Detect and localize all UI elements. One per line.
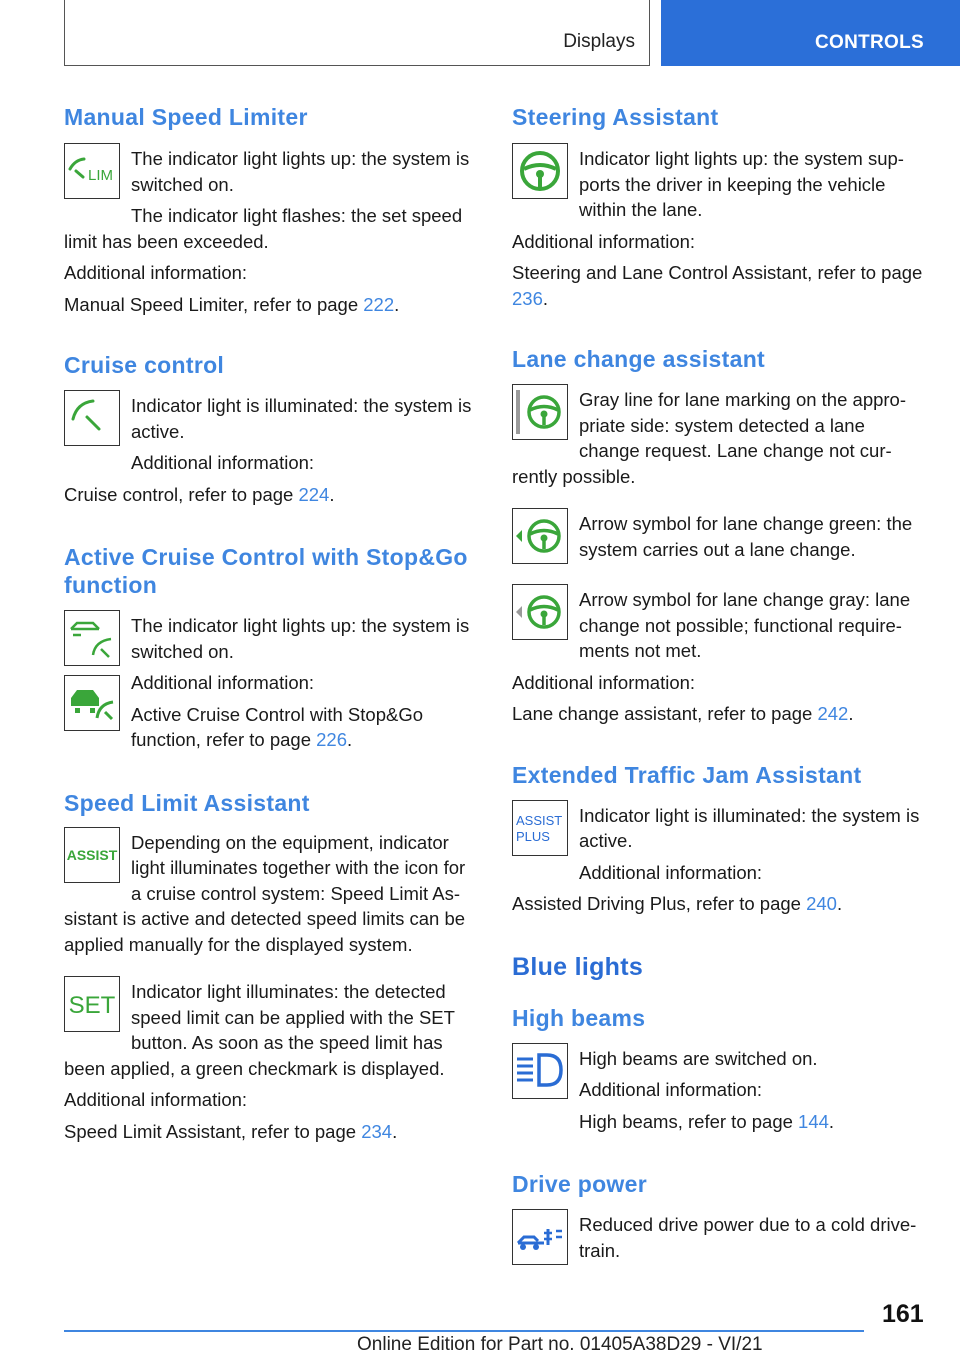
dp-text-1: Reduced drive power due to a cold drive-train. — [579, 1214, 917, 1261]
hb-text-1: High beams are switched on. — [579, 1047, 818, 1069]
assist-plus-line-2: PLUS — [516, 828, 550, 844]
entry-active-cruise-control — [64, 613, 480, 753]
right-column — [512, 100, 928, 1263]
sla-reference: Speed Limit Assistant, refer to page 234. — [64, 1120, 398, 1142]
lane-change-green-arrow-icon — [512, 508, 568, 564]
entry-cruise-control — [64, 393, 480, 476]
sla-text-1b: sistant is active and detected speed limits can be applied manually for the displayed system. — [64, 908, 466, 955]
tja-page-link[interactable]: 240 — [806, 893, 837, 914]
lca-text-2: Arrow symbol for lane change green: the system carries out a lane change. — [579, 513, 913, 560]
lane-change-gray-line-icon — [512, 384, 568, 440]
set-icon-text: SET — [68, 992, 116, 1019]
lca-reference: Lane change assistant, refer to page 242. — [512, 703, 854, 724]
entry-sla-set — [64, 979, 480, 1081]
msl-text-1: The indicator light lights up: the system is switched on. — [131, 148, 470, 195]
header-section-label: Displays — [563, 31, 635, 52]
tja-reference: Assisted Driving Plus, refer to page 240. — [512, 893, 843, 914]
cruise-control-icon — [64, 390, 120, 446]
heading-blue-lights: Blue lights — [512, 952, 644, 981]
heading-active-cruise-control — [64, 543, 480, 599]
lca-text-1a: Gray line for lane marking on the appro-priate side: system detected a lane change request. Lane change not cur- — [579, 389, 907, 461]
tja-text-1: Indicator light is illuminated: the system is active. — [579, 804, 920, 851]
drive-power-reduced-icon — [512, 1209, 568, 1265]
lca-text-1b: rently possible. — [512, 465, 636, 487]
steer-page-link[interactable]: 236 — [512, 287, 543, 309]
entry-lca-gray-arrow — [512, 587, 928, 664]
steer-text-1: Indicator light lights up: the system sup-ports the driver in keeping the vehicle within the lane. — [579, 148, 904, 220]
set-indicator-icon — [64, 976, 120, 1032]
lca-text-3: Arrow symbol for lane change gray: lane change not possible; functional require-ments not met. — [579, 589, 911, 661]
entry-high-beams — [512, 1046, 928, 1135]
lane-change-gray-arrow-icon — [512, 584, 568, 640]
sla-reference-text: Speed Limit Assistant, refer to page — [64, 1120, 362, 1142]
entry-lca-gray-line — [512, 387, 928, 489]
tja-reference-text: Assisted Driving Plus, refer to page — [512, 893, 807, 914]
footer-divider — [64, 1330, 864, 1332]
tja-additional-info: Additional information: — [579, 861, 763, 883]
msl-page-link[interactable]: 222 — [363, 293, 395, 315]
acc-text-1: The indicator light lights up: the system is switched on. — [131, 615, 470, 662]
lim-icon-text: LIM — [88, 167, 114, 184]
lca-reference-text: Lane change assistant, refer to page — [512, 703, 818, 724]
lca-additional-info: Additional information: — [512, 671, 696, 693]
acc-additional-info: Additional information: — [131, 672, 315, 693]
assist-plus-icon — [512, 800, 568, 856]
sla-text-2a: Indicator light illuminates: the detected speed limit can be applied with the SET button. As soon as the speed limit has — [131, 981, 455, 1053]
assist-plus-line-1: ASSIST — [516, 812, 563, 828]
steering-wheel-green-icon — [512, 143, 568, 199]
sla-text-1a: Depending on the equipment, indicator light illuminates together with the icon for a cruise control system: Speed Limit As- — [131, 831, 466, 904]
heading-high-beams: High beams — [512, 1004, 646, 1031]
sla-additional-info: Additional information: — [64, 1089, 248, 1110]
hb-reference: High beams, refer to page 144. — [579, 1110, 835, 1132]
acc-title-line-2: function — [64, 572, 158, 598]
sla-text-2b: been applied, a green checkmark is displayed. — [64, 1057, 445, 1079]
msl-text-2a: The indicator light flashes: the set speed — [131, 205, 463, 226]
hb-page-link[interactable]: 144 — [798, 1110, 829, 1132]
cruise-text-1: Indicator light is illuminated: the system is active. — [131, 395, 472, 442]
acc-page-link[interactable]: 226 — [316, 729, 347, 750]
assist-icon-text: ASSIST — [66, 846, 118, 863]
acc-reference: Active Cruise Control with Stop&Go function, refer to page 226. — [131, 703, 424, 750]
entry-manual-speed-limiter — [64, 146, 480, 254]
heading-cruise-control: Cruise control — [64, 352, 225, 378]
heading-extended-traffic-jam-assistant: Extended Traffic Jam Assistant — [512, 761, 862, 788]
sla-page-link[interactable]: 234 — [361, 1120, 393, 1142]
heading-steering-assistant: Steering Assistant — [512, 104, 719, 130]
header-section-box — [64, 0, 650, 66]
acc-outline-icon — [64, 610, 120, 666]
hb-reference-text: High beams, refer to page — [579, 1110, 799, 1132]
entry-sla-assist — [64, 830, 480, 958]
cruise-additional-info: Additional information: — [131, 452, 315, 473]
hb-additional-info: Additional information: — [579, 1079, 763, 1100]
header-chapter-tab[interactable] — [661, 0, 960, 66]
acc-solid-icon — [64, 675, 120, 731]
msl-text-2b: limit has been exceeded. — [64, 230, 269, 252]
msl-reference-text: Manual Speed Limiter, refer to page — [64, 293, 364, 315]
acc-reference-text: Active Cruise Control with Stop&Go function, refer to page — [131, 703, 424, 750]
heading-lane-change-assistant: Lane change assistant — [512, 346, 765, 372]
heading-manual-speed-limiter: Manual Speed Limiter — [64, 104, 308, 130]
lca-page-link[interactable]: 242 — [817, 703, 849, 724]
left-column — [64, 100, 480, 1144]
footer-edition: Online Edition for Part no. 01405A38D29 - VI/21 — [357, 1334, 763, 1355]
acc-title-line-1: Active Cruise Control with Stop&Go — [64, 544, 468, 570]
heading-speed-limit-assistant: Speed Limit Assistant — [64, 789, 310, 816]
entry-steering-assistant — [512, 146, 928, 223]
cruise-reference: Cruise control, refer to page 224. — [64, 483, 335, 505]
steer-additional-info: Additional information: — [512, 230, 696, 252]
steer-reference: Steering and Lane Control Assistant, refer to page 236. — [512, 262, 923, 309]
cruise-page-link[interactable]: 224 — [298, 483, 330, 505]
entry-drive-power — [512, 1212, 928, 1263]
lim-indicator-icon — [64, 143, 120, 199]
assist-indicator-icon — [64, 827, 120, 883]
entry-lca-green-arrow — [512, 511, 928, 563]
entry-traffic-jam-assistant — [512, 803, 928, 886]
high-beam-icon — [512, 1043, 568, 1099]
steer-reference-text: Steering and Lane Control Assistant, refer to page — [512, 262, 923, 283]
msl-additional-info: Additional information: — [64, 262, 248, 283]
cruise-reference-text: Cruise control, refer to page — [64, 483, 299, 505]
header-chapter-label: CONTROLS — [815, 32, 925, 53]
heading-drive-power: Drive power — [512, 1171, 647, 1197]
page-number: 161 — [882, 1300, 924, 1328]
msl-reference: Manual Speed Limiter, refer to page 222. — [64, 293, 400, 315]
